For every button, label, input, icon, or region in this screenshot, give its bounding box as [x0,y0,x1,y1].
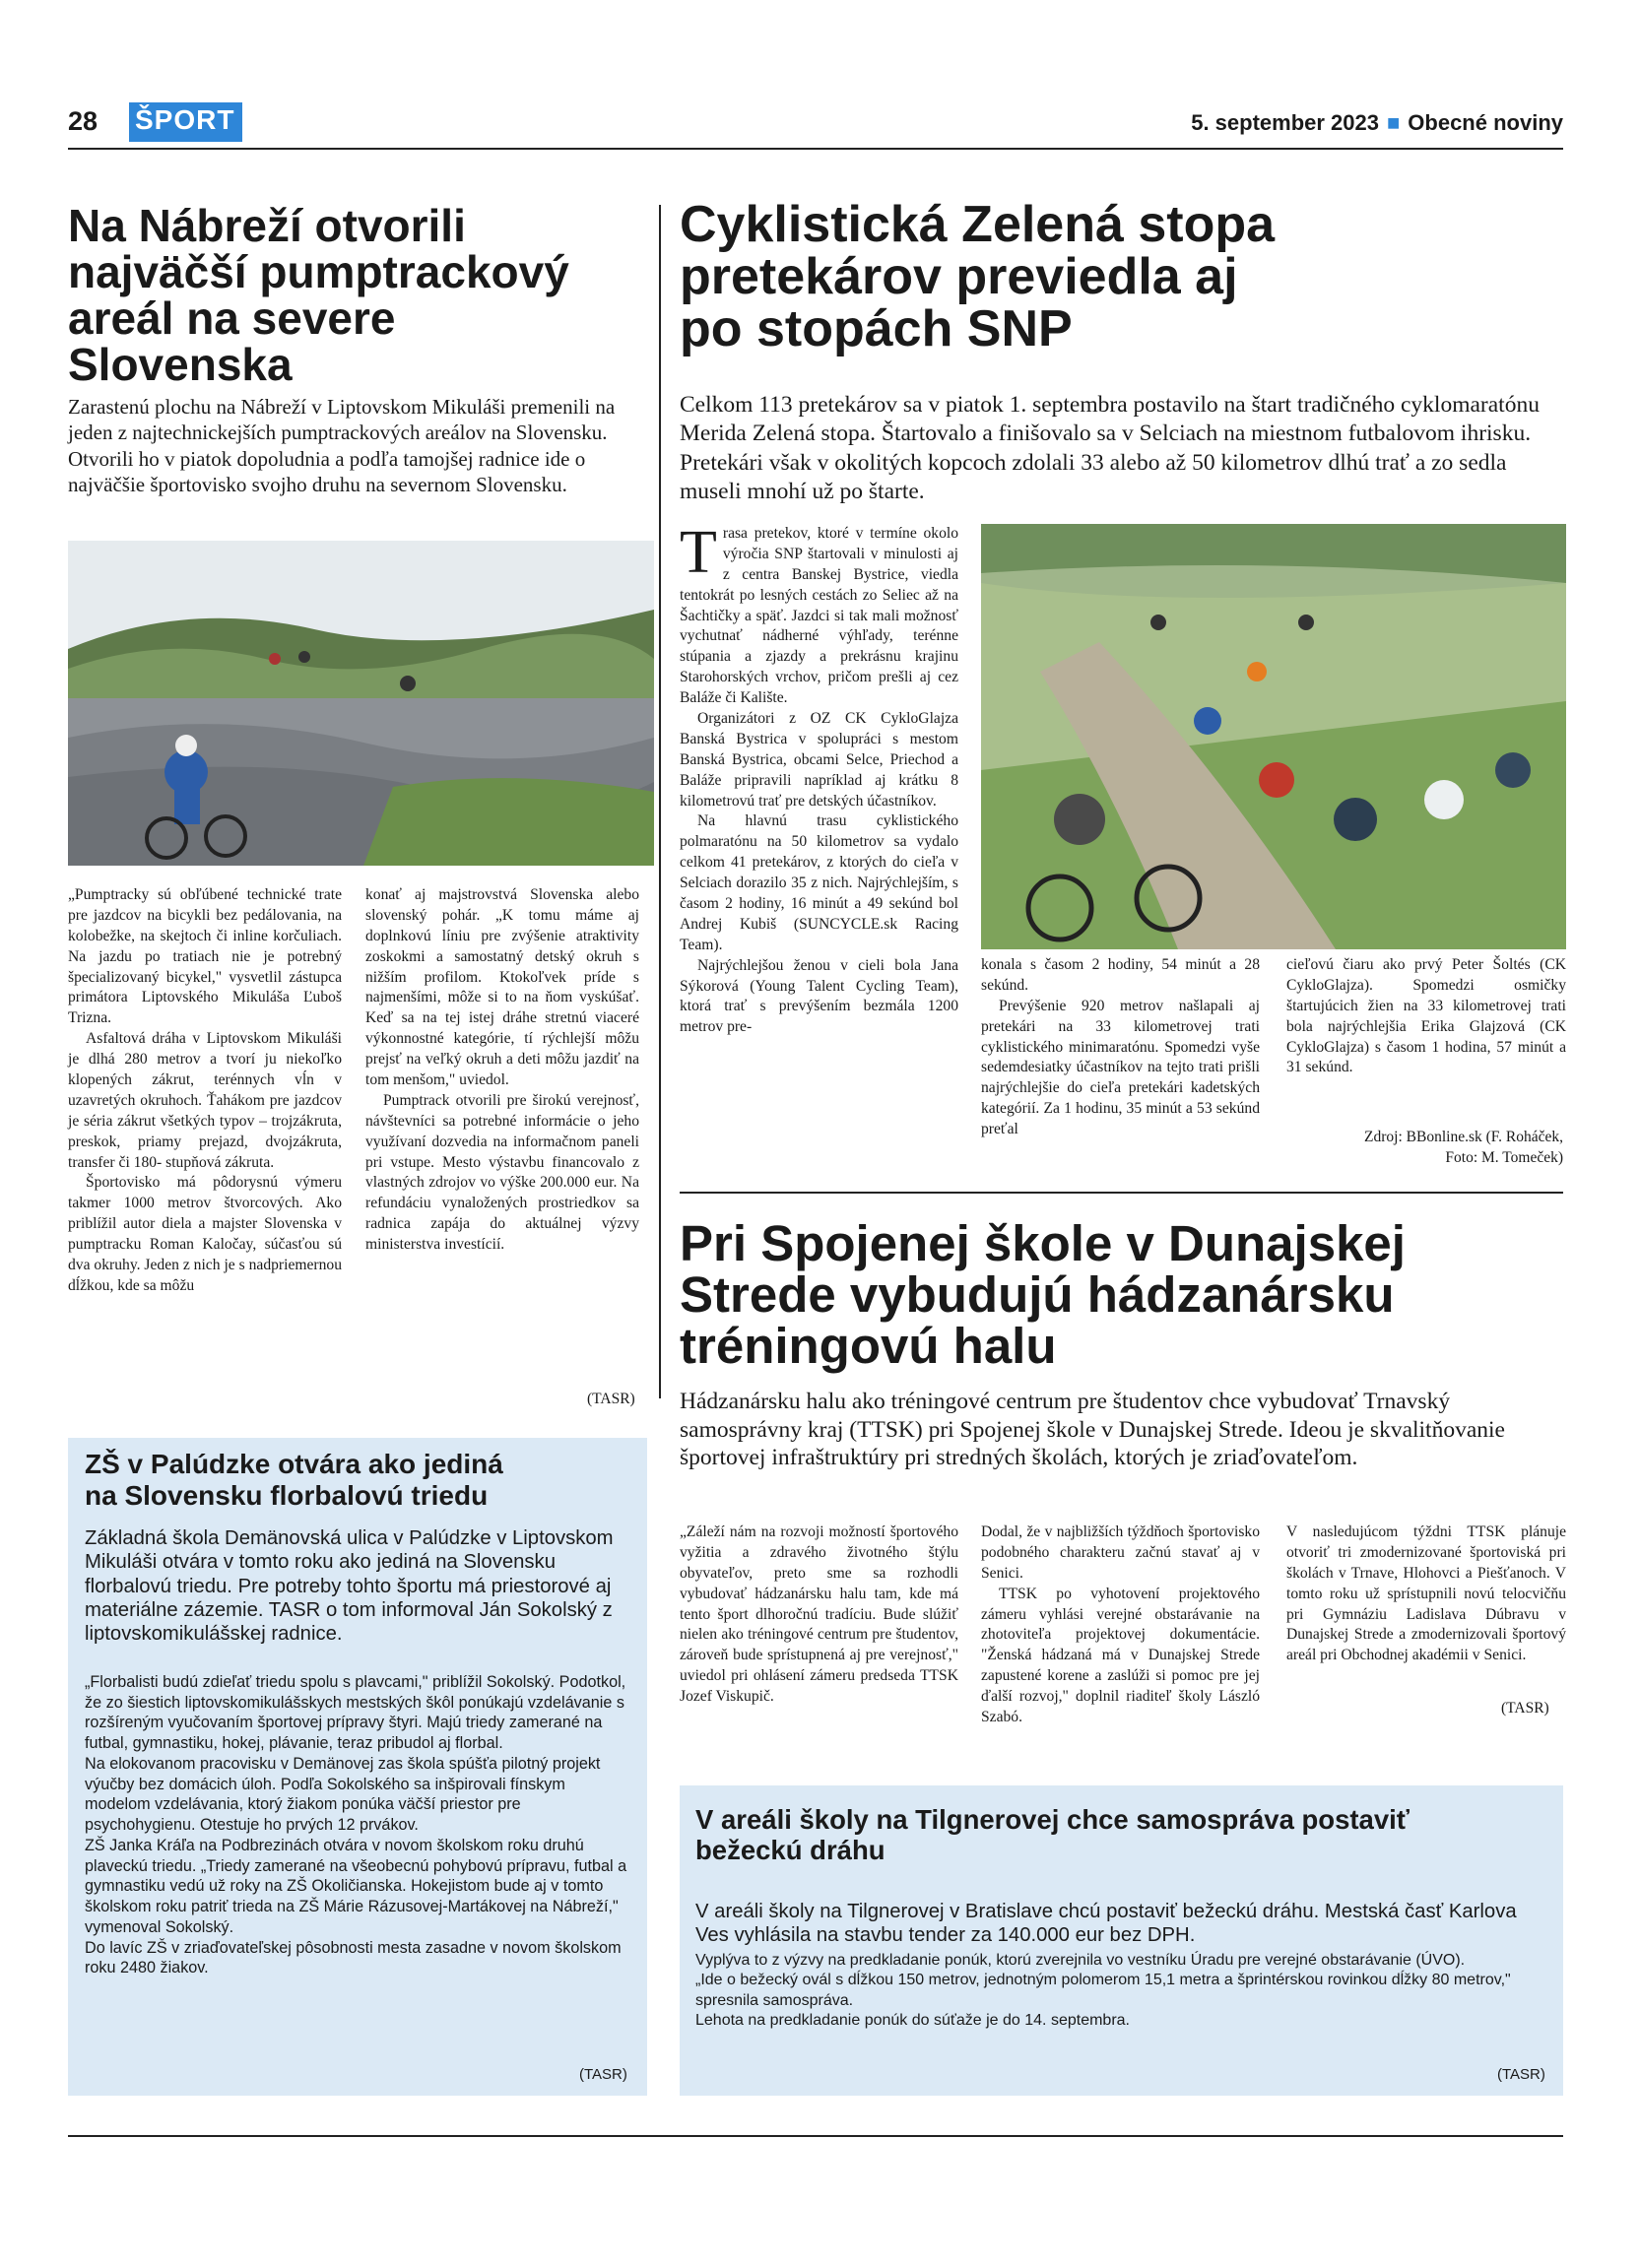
pumptrack-headline: Na Nábreží otvorili najväčší pumptrackový areál na severe Slovenska [68,200,569,390]
issue-info [1191,110,1563,136]
drop-cap: T [680,519,717,586]
cyclo-source: Zdroj: BBonline.sk (F. Roháček, Foto: M. Tomeček) [1364,1129,1563,1166]
paragraph: TTSK po vyhotovení projektového zámeru vyhlási verejné obstarávanie na zhotoviteľa projektovej dokumentácie. "Ženská hádzaná má v Dunajskej Strede zapustené korene a zaslúži si pomoc pre jej ďalší rozvoj," doplnil riaditeľ školy László Szabó. [981,1585,1260,1726]
pumptrack-lead: Zarastenú plochu na Nábreží v Liptovskom Mikuláši premenili na jeden z najtechnickejších pumptrackových areálov na Slovensku. Otvorili ho v piatok dopoludnia a podľa tamojšej radnice ide o najväčšie športovisko svojho druhu na severnom Slovensku. [68,395,616,496]
floorball-title: ZŠ v Palúdzke otvára ako jediná na Slovensku florbalovú triedu [85,1449,503,1511]
column-divider [659,205,661,1398]
hadzana-col-2 [981,1523,1260,1728]
cyclo-photo [981,524,1566,949]
cyclo-lead: Celkom 113 pretekárov sa v piatok 1. septembra postavilo na štart tradičného cyklomaratónu Merida Zelená stopa. Štartovalo a finišovalo sa v Selciach na miestnom futbalovom ihrisku. Pretekári však v okolitých kopcoch zdolali 33 alebo až 50 kilometrov dlhú trať a zo sedla museli mnohí už po štarte. [680,392,1540,505]
paragraph: konať aj majstrovstvá Slovenska alebo slovenský pohár. „K tomu máme aj doplnkovú líniu pre zvýšenie atraktivity zoskokmi a samostatný detský okruh s nižším profilom. Ktokoľvek príde s najmenšími, môže si to na ňom vyskúšať. Keď sa na tej istej dráhe stretnú viaceré výkonnostné kategórie, tí rýchlejší môžu prejsť na veľký okruh a deti môžu jazdiť na tom menšom," uviedol. [365,886,639,1089]
paragraph: V nasledujúcom týždni TTSK plánuje otvoriť tri zmodernizované športoviská pri školách v Trnave, Hlohovci a Piešťanoch. V tomto roku už sprístupnili novú telocvičňu pri Gymnáziu Ladislava Dúbravu v Dunajskej Strede a zmodernizovali športový areál pri Obchodnej akadémii v Senici. [1286,1523,1566,1664]
pumptrack-photo [68,541,654,866]
track-credit: (TASR) [1497,2066,1545,2083]
pumptrack-col-2 [365,885,639,1256]
hadzana-credit: (TASR) [1501,1700,1549,1717]
paragraph: Najrýchlejšou ženou v cieli bola Jana Sýkorová (Young Talent Cycling Team), ktorá trať s prevýšením bezmála 1200 metrov pre- [680,956,958,1036]
page-number: 28 [68,106,98,136]
cyclo-headline: Cyklistická Zelená stopa pretekárov previedla aj po stopách SNP [680,196,1276,358]
track-title: V areáli školy na Tilgnerovej chce samospráva postaviť bežeckú dráhu [695,1804,1410,1866]
header-rule [68,148,1563,150]
paragraph: konala s časom 2 hodiny, 54 minút a 28 sekúnd. [981,956,1260,994]
paragraph: Športovisko má pôdorysnú výmeru takmer 1000 metrov štvorcových. Ako priblížil autor diela a majster Slovenska v pumptracku Roman Kaločay, súčasťou sú dva okruhy. Jeden z nich je s nadpriemernou dĺžkou, kde sa môžu [68,1174,342,1294]
paragraph: Prevýšenie 920 metrov našlapali aj pretekári na 33 kilometrovej trati cyklistického minimaratónu. Spomedzi vyše sedemdesiatky účastníkov na tejto trati prišli najrýchlejšie do cieľa pretekári kadetských kategórií. Za 1 hodinu, 35 minút a 53 sekúnd preťal [981,997,1260,1138]
pumptrack-credit: (TASR) [587,1391,635,1407]
hadzana-col-1 [680,1523,958,1708]
paragraph: „Ide o bežecký ovál s dĺžkou 150 metrov, jednotným polomerom 15,1 metra a šprintérskou rovinkou dĺžky 80 metrov," spresnila samospráva. [695,1972,1511,2009]
footer-rule [68,2135,1563,2137]
paragraph: Na hlavnú trasu cyklistického polmaratónu na 50 kilometrov sa vydalo celkom 41 pretekárov, z ktorých do cieľa v Selciach dorazilo 35 z nich. Najrýchlejším, s časom 2 hodiny, 16 minút a 49 sekúnd bol Andrej Kubiš (SUNCYCLE.sk Racing Team). [680,812,958,953]
cyclo-col-1 [680,519,958,1038]
pumptrack-col-1 [68,885,342,1297]
track-body [695,1951,1542,2032]
floorball-credit: (TASR) [579,2066,627,2083]
paragraph: Organizátori z OZ CK CykloGlajza Banská Bystrica v spolupráci s mestom Banská Bystrica, obcami Selce, Priechod a Baláže pripravili napríklad aj krátku 8 kilometrovú trať pre detských účastníkov. [680,710,958,810]
paragraph: Vyplýva to z výzvy na predkladanie ponúk, ktorú zverejnila vo vestníku Úradu pre verejné obstarávanie (ÚVO). [695,1952,1466,1969]
publication-name: Obecné noviny [1408,110,1563,135]
paragraph: ZŠ Janka Kráľa na Podbrezinách otvára v novom školskom roku druhú plaveckú triedu. „Triedy zamerané na všeobecnú pohybovú prípravu, futbal a gymnastiku vedú už roky na ZŠ Okoličianska. Hokejistom bude aj v tomto školskom roku patriť trieda na ZŠ Márie Rázusovej-Martákovej na Nábreží," vymenoval Sokolský. [85,1836,627,1936]
hadzana-lead: Hádzanársku halu ako tréningové centrum pre študentov chce vybudovať Trnavský samosprávny kraj (TTSK) pri Spojenej škole v Dunajskej Strede. Ideou je skvalitňovanie športovej infraštruktúry pri stredných školách, ktorých je zriaďovateľom. [680,1389,1505,1471]
floorball-body [85,1672,634,1978]
paragraph: Dodal, že v najbližších týždňoch športovisko podobného charakteru začnú stavať aj v Senici. [981,1523,1260,1582]
issue-date: 5. september 2023 [1191,110,1379,135]
paragraph: Lehota na predkladanie ponúk do súťaže je do 14. septembra. [695,2012,1130,2030]
floorball-lead: Základná škola Demänovská ulica v Palúdzke v Liptovskom Mikuláši otvára v tomto roku ako jediná na Slovensku florbalovú triedu. Pre potreby tohto športu má priestorové aj materiálne zázemie. TASR o tom informoval Ján Sokolský z liptovskomikulášskej radnice. [85,1527,614,1646]
paragraph: Pumptrack otvorili pre širokú verejnosť, návštevníci sa potrebné informácie o jeho využívaní dozvedia na informačnom paneli pri vstupe. Mesto výstavbu financovalo z vlastných zdrojov vo výške 200.000 eur. Na refundáciu vynaložených prostriedkov sa radnica zapája do aktuálnej výzvy ministerstva investícií. [365,1091,639,1254]
paragraph: cieľovú čiaru ako prvý Peter Šoltés (CK CykloGlajza). Spomedzi osmičky štartujúcich žien na 33 kilometrovej trati bola najrýchlejšia Erika Glajzová (CK CykloGlajza) s časom 1 hodina, 57 minút a 31 sekúnd. [1286,956,1566,1076]
separator-dot: ■ [1386,110,1401,135]
paragraph: „Florbalisti budú zdieľať triedu spolu s plavcami," priblížil Sokolský. Podotkol, že zo šiestich liptovskomikulášskych mestských škôl ponúkajú vzdelávanie s rozšíreným vyučovaním športovej prípravy štyri. Majú triedy zamerané na futbal, gymnastiku, hokej, plávanie, teraz pribudol aj florbal. [85,1673,626,1753]
paragraph: „Záleží nám na rozvoji možností športového vyžitia a zdravého životného štýlu obyvateľov, preto sme sa rozhodli vybudovať hádzanársku halu tam, kde má tento šport dlhoročnú tradíciu. Bude slúžiť nielen ako tréningové centrum pre študentov, zároveň bude sprístupnená aj pre verejnosť," uviedol pri ohlásení zámeru predseda TTSK Jozef Viskupič. [680,1523,958,1706]
paragraph: Asfaltová dráha v Liptovskom Mikuláši je dlhá 280 metrov a tvorí ju niekoľko klopených zákrut, terénnych vĺn v uzavretých okruhoch. Ťahákom pre jazdcov je séria zákrut všetkých typov – trojzákruta, preskok, priamy prejazd, dvojzákruta, transfer či 180- stupňová zákruta. [68,1030,342,1171]
cyclo-col-2 [981,955,1260,1140]
paragraph: Na elokovanom pracovisku v Demänovej zas škola spúšťa pilotný projekt výučby bez domácich úloh. Podľa Sokolského sa inšpirovali fínskym modelom vzdelávania, ktorý žiakom ponúka väčší priestor pre psychohygienu. Otestuje ho prvých 12 prvákov. [85,1754,601,1835]
track-lead: V areáli školy na Tilgnerovej v Bratislave chcú postaviť bežeckú dráhu. Mestská časť Karlova Ves vyhlásila na stavbu tender za 140.000 eur bez DPH. [695,1901,1517,1947]
cyclo-col-3 [1286,955,1566,1078]
paragraph: „Pumptracky sú obľúbené technické trate pre jazdcov na bicykli bez pedálovania, na kolobežke, na skejtoch či inline korčuliach. Na jazdu po tratiach nie je potrebný špecializovaný bicykel," vysvetlil zástupca primátora Liptovského Mikuláša Ľuboš Trizna. [68,886,342,1027]
section-tag: ŠPORT [129,102,242,142]
hadzana-col-3 [1286,1523,1566,1666]
paragraph: Trasa pretekov, ktoré v termíne okolo výročia SNP štartovali v minulosti aj z centra Banskej Bystrice, viedla tentokrát po lesných cestách zo Seliec až na Šachtičky a späť. Jazdci si tak mali možnosť vychutnať nádherné výhľady, terénne stúpania a zjazdy a prekrásnu krajinu Starohorských vrchov, pričom prešli aj cez Baláže či Kalište. [680,519,958,707]
paragraph: Do lavíc ZŠ v zriaďovateľskej pôsobnosti mesta zasadne v novom školskom roku 2480 žiakov. [85,1938,622,1977]
hadzana-headline: Pri Spojenej škole v Dunajskej Strede vybudujú hádzanársku tréningovú halu [680,1215,1406,1375]
cyclo-bottom-rule [680,1192,1563,1194]
